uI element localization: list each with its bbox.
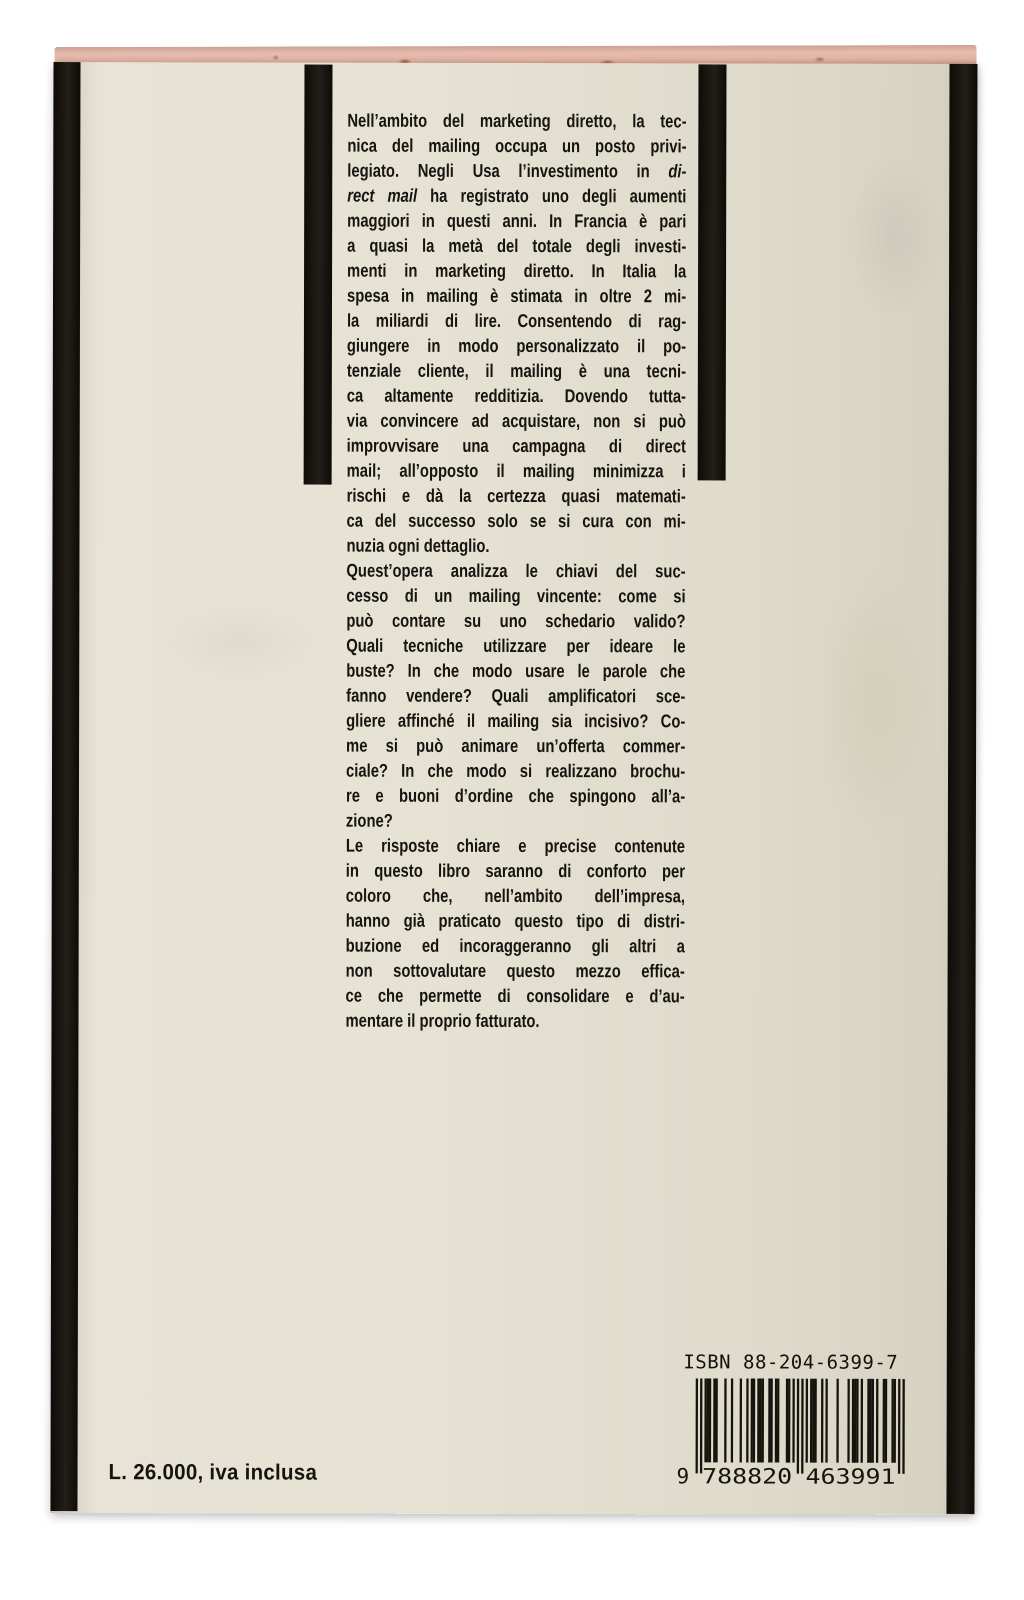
- cover-board: [50, 62, 977, 1515]
- blurb-line: Quest’opera analizza le chiavi del suc-: [346, 559, 686, 582]
- blurb-line: giungere in modo personalizzato il po-: [346, 334, 687, 357]
- decorative-bar-left: [304, 65, 333, 485]
- spine-black-stripe: [50, 62, 80, 1511]
- decorative-bar-right: [698, 64, 727, 480]
- barcode: [673, 1351, 909, 1491]
- blurb-line: tenziale cliente, il mailing è una tecni-: [346, 359, 687, 382]
- blurb-line: buste? In che modo usare le parole che: [346, 659, 686, 682]
- right-edge-black-stripe: [946, 64, 977, 1514]
- isbn-label: ISBN 88-204-6399-7: [683, 1351, 899, 1374]
- blurb-text: [345, 108, 686, 1034]
- price-label: L. 26.000, iva inclusa: [108, 1459, 318, 1485]
- blurb-line: nica del mailing occupa un posto privi-: [347, 134, 687, 157]
- blurb-line: Quali tecniche utilizzare per ideare le: [346, 634, 686, 657]
- blurb-line: hanno già praticato questo tipo di distri-: [345, 909, 685, 932]
- blurb-line: gliere affinché il mailing sia incisivo? Co-: [346, 709, 686, 732]
- blurb-line: mail; all’opposto il mailing minimizza i: [346, 459, 686, 482]
- blurb-line: può contare su uno schedario valido?: [346, 609, 686, 632]
- blurb-line: re e buoni d’ordine che spingono all’a-: [345, 784, 686, 807]
- blurb-line: rect mail ha registrato uno degli aumenti: [347, 184, 687, 207]
- blurb-line: ca altamente redditizia. Dovendo tutta-: [346, 384, 687, 407]
- blurb-line: ce che permette di consolidare e d’au-: [345, 984, 685, 1007]
- blurb-line: buzione ed incoraggeranno gli altri a: [345, 934, 685, 957]
- barcode-bars-icon: [673, 1378, 909, 1491]
- blurb-line: spesa in mailing è stimata in oltre 2 mi-: [346, 284, 687, 307]
- blurb-line: a quasi la metà del totale degli investi-: [347, 234, 687, 257]
- blurb-line: Nell’ambito del marketing diretto, la tec-: [347, 109, 687, 132]
- blurb-line: zione?: [345, 809, 393, 831]
- blurb-line: fanno vendere? Quali amplificatori sce-: [346, 684, 686, 707]
- blurb-line: mentare il proprio fatturato.: [345, 1009, 540, 1032]
- blurb-line: in questo libro saranno di conforto per: [345, 859, 686, 882]
- blurb-line: legiato. Negli Usa l’investimento in di-: [347, 159, 687, 182]
- blurb-line: ciale? In che modo si realizzano brochu-: [345, 759, 686, 782]
- blurb-line: maggiori in questi anni. In Francia è pari: [347, 209, 687, 232]
- blurb-line: Le risposte chiare e precise contenute: [345, 834, 686, 857]
- blurb-line: improvvisare una campagna di direct: [346, 434, 686, 457]
- blurb-line: non sottovalutare questo mezzo effica-: [345, 959, 685, 982]
- svg-text:9: 9: [676, 1464, 690, 1487]
- blurb-line: menti in marketing diretto. In Italia la: [347, 259, 687, 282]
- svg-text:463991: 463991: [805, 1464, 882, 1487]
- blurb-line: nuzia ogni dettaglio.: [346, 534, 490, 556]
- blurb-line: via convincere ad acquistare, non si può: [346, 409, 686, 432]
- svg-text:788820: 788820: [702, 1464, 779, 1487]
- blurb-line: rischi e dà la certezza quasi matemati-: [346, 484, 686, 507]
- blurb-line: la miliardi di lire. Consentendo di rag-: [346, 309, 687, 332]
- blurb-line: coloro che, nell’ambito dell’impresa,: [345, 884, 685, 907]
- blurb-line: cesso di un mailing vincente: come si: [346, 584, 686, 607]
- blurb-line: me si può animare un’offerta commer-: [346, 734, 686, 757]
- blurb-line: ca del successo solo se si cura con mi-: [346, 509, 686, 532]
- book-back-cover: [50, 45, 977, 1515]
